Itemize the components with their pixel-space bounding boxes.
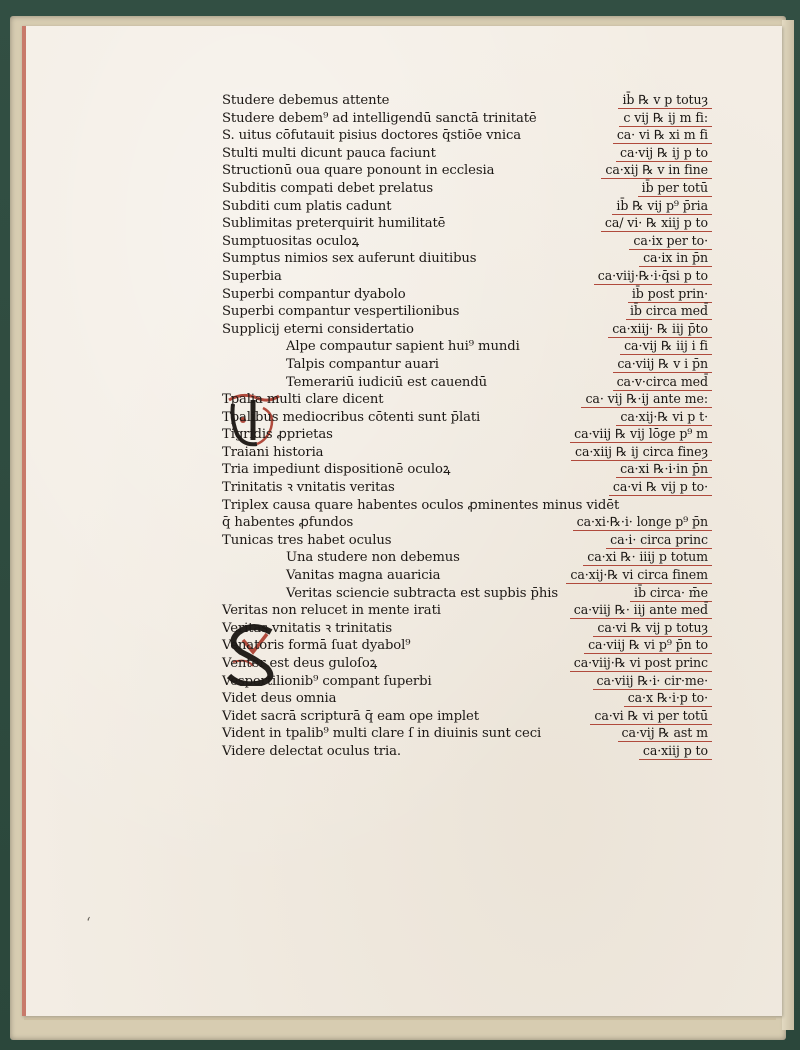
page-stack-edge bbox=[782, 20, 794, 1030]
entry-text: Sumptus nimios sex auferunt diuitibus bbox=[222, 251, 477, 267]
entry-text: Veritas sciencie subtracta est supbis p̄his bbox=[286, 585, 559, 601]
entry-text: Temerariū iudiciū est cauendū bbox=[286, 374, 488, 390]
entry-reference: ca· vij ℞·ij ante me: bbox=[581, 391, 712, 408]
entry-text: Venatoris formā ſuat dyabol⁹ bbox=[222, 638, 411, 654]
entry-reference: ca·ix per to· bbox=[629, 233, 712, 250]
index-entry bbox=[222, 374, 712, 392]
index-entry bbox=[222, 567, 712, 585]
entry-reference: ca·xiij p to bbox=[639, 743, 712, 760]
index-entry bbox=[222, 725, 712, 743]
index-entry bbox=[222, 461, 712, 479]
entry-reference: ca·xij ℞ v in fine bbox=[601, 162, 712, 179]
entry-text: S. uitus cōfutauit pisius doctores q̄stiōe vnica bbox=[222, 128, 522, 144]
entry-reference: ca/ vi· ℞ xiij p to bbox=[601, 215, 712, 232]
entry-text: Trinitatis ꝛ vnitatis veritas bbox=[222, 480, 395, 496]
index-entry bbox=[222, 162, 712, 180]
entry-text: Subditis compati debet prelatus bbox=[222, 180, 434, 196]
index-entry bbox=[222, 180, 712, 198]
index-entry bbox=[222, 409, 712, 427]
index-entry bbox=[222, 497, 712, 515]
entry-reference: ca·viij ℞ vi p⁹ p̄n to bbox=[584, 637, 712, 654]
entry-text: Tpalibus mediocribus cōtenti sunt p̄lati bbox=[222, 409, 481, 425]
index-entry bbox=[222, 303, 712, 321]
entry-text: Videt sacrā scripturā q̄ eam ope implet bbox=[222, 708, 479, 724]
index-entry bbox=[222, 145, 712, 163]
index-entry bbox=[222, 426, 712, 444]
entry-text: Triplex causa quare habentes oculos ꝓminentes minus vidēt bbox=[222, 497, 620, 513]
entry-text: Veritas vnitatis ꝛ trinitatis bbox=[222, 620, 393, 636]
index-entry bbox=[222, 743, 712, 761]
entry-text: Alpe compautur sapient hui⁹ mundi bbox=[286, 339, 520, 355]
entry-reference: ca·ix in p̄n bbox=[639, 250, 712, 267]
index-text-block bbox=[222, 92, 712, 761]
entry-text: Studere debem⁹ ad intelligendū sanctā trinitatē bbox=[222, 110, 537, 126]
entry-reference: ca·vi ℞ vij p to· bbox=[609, 479, 712, 496]
index-entry bbox=[222, 110, 712, 128]
entry-reference: ib̄ post prin· bbox=[628, 286, 712, 303]
index-entry bbox=[222, 532, 712, 550]
index-entry bbox=[222, 215, 712, 233]
index-entry bbox=[222, 602, 712, 620]
entry-text: Tigridis ꝓprietas bbox=[222, 427, 333, 443]
entry-reference: ca·xi ℞· iiij p totum bbox=[583, 549, 712, 566]
entry-reference: ca·vi ℞ vij p totuȝ bbox=[593, 620, 712, 637]
entry-text: q̄ habentes ꝓfundos bbox=[222, 515, 354, 531]
entry-reference: ca·viij·℞·i·q̄si p to bbox=[594, 268, 712, 285]
entry-text: Videre delectat oculus tria. bbox=[222, 743, 401, 759]
entry-text: Tria impediunt dispositionē oculoꝝ bbox=[222, 462, 451, 478]
entry-reference: ca·viij ℞· iij ante med̄ bbox=[570, 602, 712, 619]
index-entry bbox=[222, 338, 712, 356]
entry-text: Tpalia multi clare dicent bbox=[222, 392, 384, 408]
entry-text: Superbia bbox=[222, 268, 282, 284]
entry-reference: ca·vij ℞ ast m bbox=[618, 725, 713, 742]
entry-text: Stulti multi dicunt pauca faciunt bbox=[222, 145, 436, 161]
index-entry bbox=[222, 356, 712, 374]
entry-reference: ca·i· circa princ bbox=[606, 532, 712, 549]
index-entry bbox=[222, 690, 712, 708]
entry-text: Tunicas tres habet oculus bbox=[222, 532, 392, 548]
entry-text: Subditi cum platis cadunt bbox=[222, 198, 392, 214]
entry-reference: ca·x ℞·i·p to· bbox=[624, 690, 712, 707]
index-entry bbox=[222, 321, 712, 339]
index-entry bbox=[222, 514, 712, 532]
entry-reference: ib̄ ℞ v p totuȝ bbox=[618, 92, 712, 109]
entry-reference: ib̄ circa med̄ bbox=[626, 303, 712, 320]
entry-reference: ca·xiij· ℞ iij p̄to bbox=[608, 321, 712, 338]
index-entry bbox=[222, 198, 712, 216]
entry-reference: ca·v·circa med̄ bbox=[613, 374, 712, 391]
entry-text: Veritas non relucet in mente irati bbox=[222, 603, 441, 619]
entry-text: Vident in tpalib⁹ multi clare ſ in diuinis sunt ceci bbox=[222, 726, 542, 742]
entry-text: Sumptuositas oculoꝝ bbox=[222, 233, 360, 249]
entry-reference: ca·xij·℞ vi p t· bbox=[616, 409, 712, 426]
entry-reference: ib̄ per totū bbox=[638, 180, 712, 197]
stray-ink-mark-icon: ʻ bbox=[86, 914, 91, 932]
entry-text: Sublimitas preterquirit humilitatē bbox=[222, 216, 446, 232]
entry-text: Supplicij eterni considertatio bbox=[222, 321, 414, 337]
index-entry bbox=[222, 708, 712, 726]
index-entry bbox=[222, 585, 712, 603]
entry-reference: ca·viij ℞ vij lōge p⁹ m bbox=[570, 426, 712, 443]
entry-text: Superbi compantur dyabolo bbox=[222, 286, 406, 302]
entry-reference: ca·vi ℞ vi per totū bbox=[590, 708, 712, 725]
index-entry bbox=[222, 233, 712, 251]
index-entry bbox=[222, 655, 712, 673]
entry-text: Una studere non debemus bbox=[286, 550, 460, 566]
entry-reference: ca·xiij ℞ ij circa fineȝ bbox=[571, 444, 712, 461]
entry-reference: ca·xij·℞ vi circa finem bbox=[566, 567, 712, 584]
entry-text: Studere debemus attente bbox=[222, 93, 390, 108]
index-entry bbox=[222, 391, 712, 409]
entry-text: Videt deus omnia bbox=[222, 691, 337, 707]
entry-reference: ca·viij·℞ vi post princ bbox=[570, 655, 712, 672]
entry-reference: ib̄ circa· m̄e bbox=[630, 585, 712, 602]
index-entry bbox=[222, 127, 712, 145]
manuscript-page bbox=[22, 26, 782, 1016]
index-entry bbox=[222, 286, 712, 304]
entry-reference: ca· vi ℞ xi m fi bbox=[613, 127, 712, 144]
entry-text: Traiani historia bbox=[222, 444, 324, 460]
entry-text: Superbi compantur vespertilionibus bbox=[222, 304, 460, 320]
index-entry bbox=[222, 92, 712, 110]
index-entry bbox=[222, 637, 712, 655]
entry-reference: c vij ℞ ij m fi: bbox=[619, 110, 712, 127]
entry-text: Structionū oua quare ponount in ecclesia bbox=[222, 163, 495, 179]
entry-reference: ca·xi ℞·i·in p̄n bbox=[616, 461, 712, 478]
entry-reference: ca·viij ℞ v i p̄n bbox=[613, 356, 712, 373]
index-entry bbox=[222, 620, 712, 638]
index-entry bbox=[222, 549, 712, 567]
entry-reference: ca·vij ℞ ij p to bbox=[616, 145, 712, 162]
entry-reference: ib̄ ℞ vij p⁹ p̄ria bbox=[612, 198, 712, 215]
entry-text: Vespertilionib⁹ compant ſuperbi bbox=[222, 673, 432, 689]
entry-reference: ca·viij ℞·i· cir·me· bbox=[593, 673, 712, 690]
entry-text: Venter est deus guloſoꝝ bbox=[222, 656, 378, 671]
entry-text: Vanitas magna auaricia bbox=[286, 568, 441, 584]
index-entry bbox=[222, 479, 712, 497]
index-entry bbox=[222, 268, 712, 286]
entry-reference: ca·vij ℞ iij i fi bbox=[620, 338, 712, 355]
index-entry bbox=[222, 444, 712, 462]
entry-text: Talpis compantur auari bbox=[286, 356, 439, 372]
index-entry bbox=[222, 673, 712, 691]
entry-reference: ca·xi·℞·i· longe p⁹ p̄n bbox=[573, 514, 712, 531]
index-entry bbox=[222, 250, 712, 268]
